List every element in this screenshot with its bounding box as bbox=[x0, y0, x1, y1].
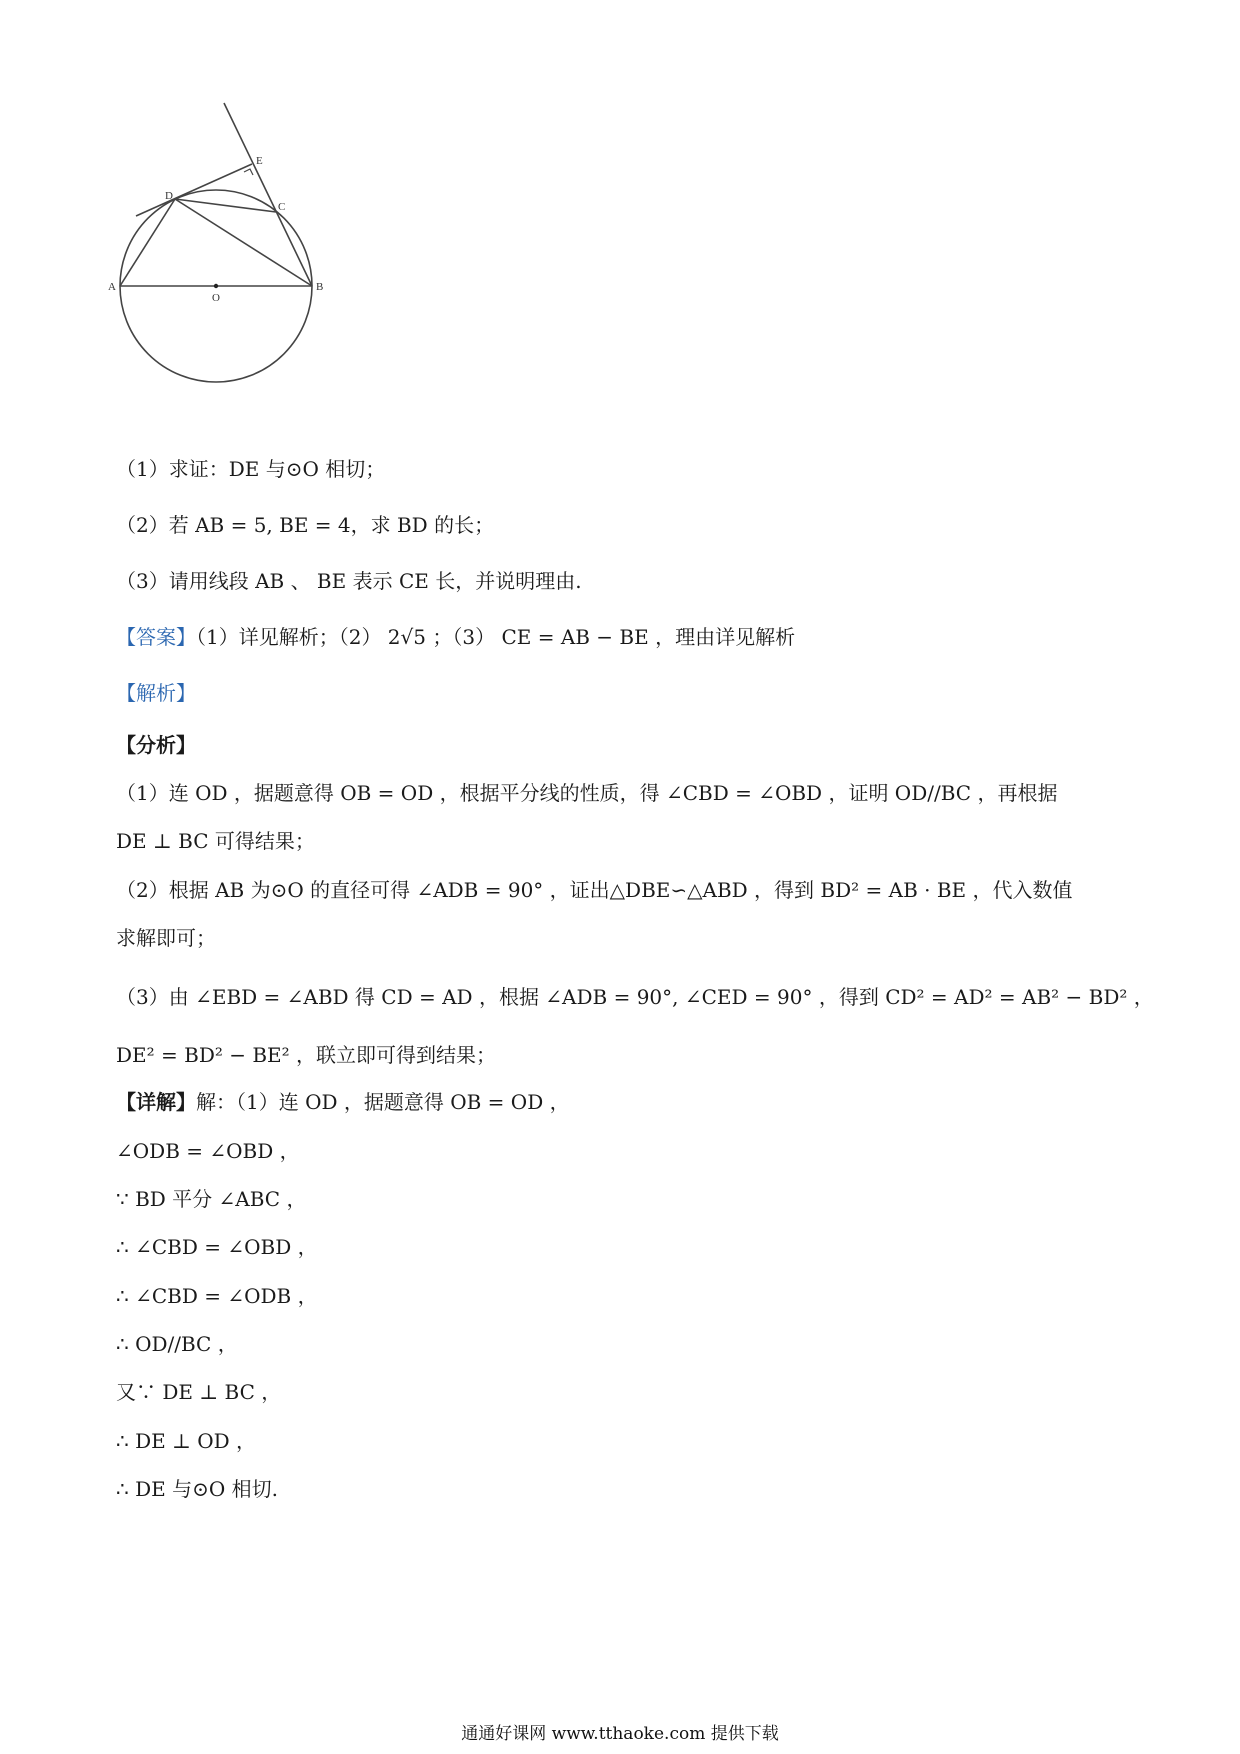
detail-line-3: ∴ ∠CBD = ∠OBD ， bbox=[116, 1235, 318, 1259]
answer-line bbox=[116, 622, 1136, 652]
geometry-figure bbox=[108, 100, 382, 440]
right-angle-mark bbox=[244, 169, 253, 175]
answer-tag: 【答案】 bbox=[116, 625, 196, 649]
fenxi-line-5: （3）由 ∠EBD = ∠ABD 得 CD = AD ，根据 ∠ADB = 90°, ∠CED = 90° ，得到 CD² = AD² = AB² − BD² ， bbox=[116, 985, 1154, 1009]
analysis-tag: 【解析】 bbox=[116, 681, 196, 705]
line-ad bbox=[120, 199, 175, 286]
label-a: A bbox=[108, 281, 116, 293]
label-c: C bbox=[278, 201, 286, 213]
label-e: E bbox=[256, 155, 263, 167]
label-b: B bbox=[316, 281, 324, 293]
label-o: O bbox=[212, 292, 220, 304]
footer-source: 通通好课网 www.tthaoke.com 提供下载 bbox=[461, 1724, 779, 1744]
label-d: D bbox=[165, 190, 173, 202]
center-point bbox=[214, 284, 218, 288]
question-1: （1）求证：DE 与⊙O 相切； bbox=[116, 457, 386, 481]
detail-first-text: 解：（1）连 OD ，据题意得 OB = OD ， bbox=[196, 1090, 570, 1114]
detail-line-7: ∴ DE ⊥ OD ， bbox=[116, 1429, 257, 1453]
fenxi-line-4: 求解即可； bbox=[116, 926, 216, 950]
answer-text: （1）详见解析；（2） 2√5 ；（3） CE = AB − BE ，理由详见解析 bbox=[196, 625, 796, 649]
tangent-line bbox=[136, 164, 252, 216]
detail-first-line bbox=[116, 1087, 1136, 1117]
detail-line-6: 又∵ DE ⊥ BC ， bbox=[116, 1380, 282, 1404]
detail-line-4: ∴ ∠CBD = ∠ODB ， bbox=[116, 1284, 318, 1308]
detail-line-1: ∠ODB = ∠OBD ， bbox=[116, 1139, 300, 1163]
detail-line-2: ∵ BD 平分 ∠ABC ， bbox=[116, 1187, 307, 1211]
detail-tag: 【详解】 bbox=[116, 1090, 196, 1114]
fenxi-line-1: （1）连 OD ，据题意得 OB = OD ，根据平分线的性质，得 ∠CBD = ∠OBD ，证明 OD//BC ，再根据 bbox=[116, 781, 1058, 805]
fenxi-tag: 【分析】 bbox=[116, 733, 196, 757]
question-3: （3）请用线段 AB 、 BE 表示 CE 长，并说明理由. bbox=[116, 569, 582, 593]
detail-line-5: ∴ OD//BC ， bbox=[116, 1332, 238, 1356]
fenxi-line-3: （2）根据 AB 为⊙O 的直径可得 ∠ADB = 90° ，证出△DBE∽△ABD ，得到 BD² = AB · BE ，代入数值 bbox=[116, 878, 1073, 902]
fenxi-line-2: DE ⊥ BC 可得结果； bbox=[116, 829, 315, 853]
detail-line-8: ∴ DE 与⊙O 相切. bbox=[116, 1477, 278, 1501]
fenxi-line-6: DE² = BD² − BE² ，联立即可得到结果； bbox=[116, 1043, 497, 1067]
question-2: （2）若 AB = 5, BE = 4，求 BD 的长； bbox=[116, 513, 495, 537]
